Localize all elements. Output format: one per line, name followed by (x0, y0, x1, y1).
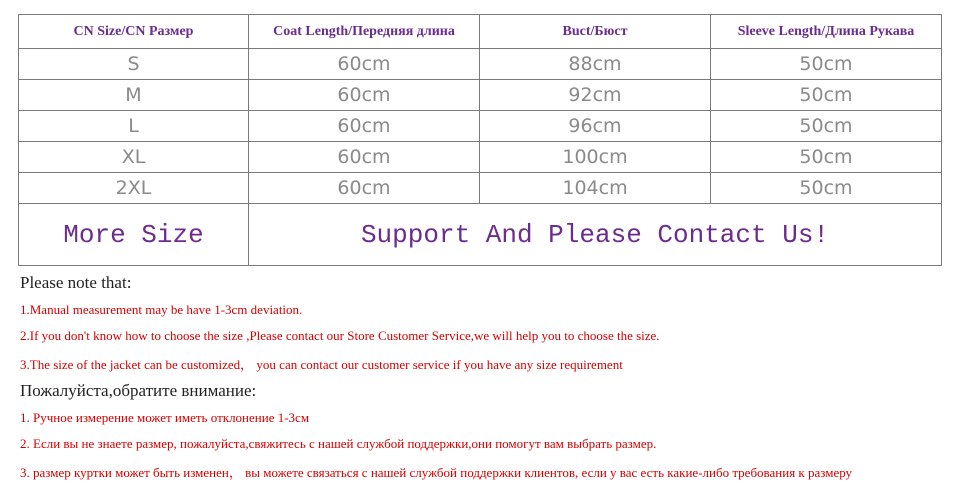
table-header-row (19, 15, 942, 49)
more-size-cell: More Size (19, 204, 249, 266)
sleeve-length-cell: 50cm (711, 80, 942, 111)
sleeve-length-cell: 50cm (711, 173, 942, 204)
table-row (19, 142, 942, 173)
size-cell: L (19, 111, 249, 142)
note-item-ru: 3. размер куртки может быть изменен， вы можете связаться с нашей службой поддержки клиентов, если у вас есть какие-либо требования к размеру (20, 465, 853, 480)
bust-cell: 88cm (480, 49, 711, 80)
contact-support-cell: Support And Please Contact Us! (249, 204, 942, 266)
sleeve-length-cell: 50cm (711, 142, 942, 173)
notes-heading-ru: Пожалуйста,обратите внимание: (20, 381, 257, 400)
coat-length-cell: 60cm (249, 173, 480, 204)
coat-length-cell: 60cm (249, 142, 480, 173)
size-cell: M (19, 80, 249, 111)
header-size: CN Size/CN Размер (19, 15, 249, 49)
table-row (19, 80, 942, 111)
header-sleeve-length: Sleeve Length/Длина Рукава (711, 15, 942, 49)
more-size-row (19, 204, 942, 266)
coat-length-cell: 60cm (249, 80, 480, 111)
bust-cell: 92cm (480, 80, 711, 111)
size-notes (20, 272, 950, 481)
bust-cell: 104cm (480, 173, 711, 204)
sleeve-length-cell: 50cm (711, 49, 942, 80)
note-item-en: 1.Manual measurement may be have 1-3cm deviation. (20, 302, 303, 317)
size-cell: 2XL (19, 173, 249, 204)
note-item-en: 3.The size of the jacket can be customized， you can contact our customer service if you have any size requirement (20, 357, 623, 372)
coat-length-cell: 60cm (249, 111, 480, 142)
size-chart-table (18, 14, 942, 266)
header-coat-length: Coat Length/Передняя длина (249, 15, 480, 49)
table-row (19, 49, 942, 80)
note-item-ru: 1. Ручное измерение может иметь отклонение 1-3см (20, 410, 310, 425)
table-row (19, 173, 942, 204)
size-cell: S (19, 49, 249, 80)
sleeve-length-cell: 50cm (711, 111, 942, 142)
coat-length-cell: 60cm (249, 49, 480, 80)
note-item-ru: 2. Если вы не знаете размер, пожалуйста,свяжитесь с нашей службой поддержки,они помогут вам выбрать размер. (20, 436, 657, 451)
note-item-en: 2.If you don't know how to choose the size ,Please contact our Store Customer Service,we will help you to choose the size. (20, 328, 660, 343)
size-cell: XL (19, 142, 249, 173)
table-row (19, 111, 942, 142)
notes-heading-en: Please note that: (20, 273, 132, 292)
bust-cell: 96cm (480, 111, 711, 142)
bust-cell: 100cm (480, 142, 711, 173)
header-bust: Buct/Бюст (480, 15, 711, 49)
